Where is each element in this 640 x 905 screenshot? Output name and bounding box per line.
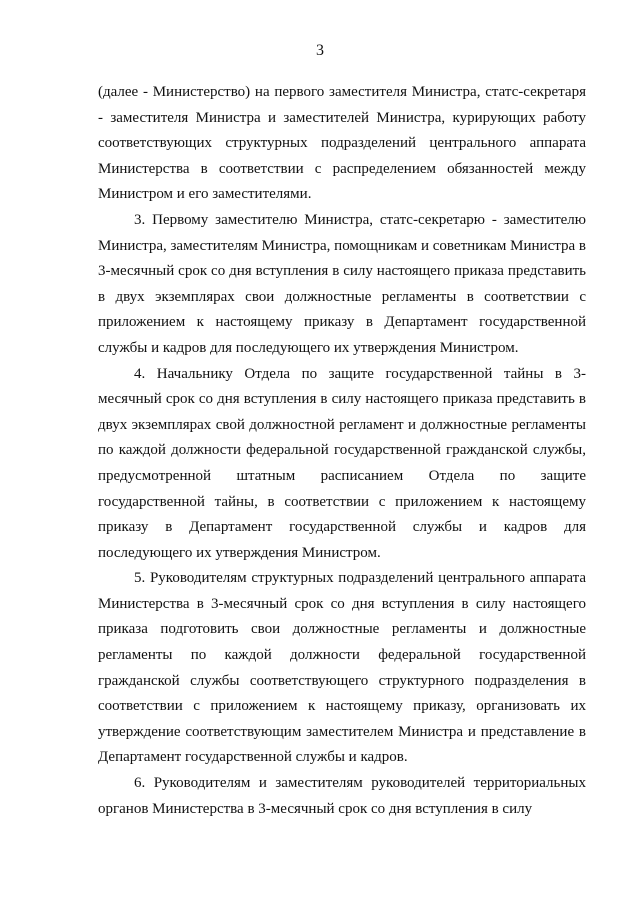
document-body: [98, 80, 586, 822]
paragraph-item-3: 3. Первому заместителю Министра, статс-секретарю - заместителю Министра, заместителям Министра, помощникам и советникам Министра в 3-месячный срок со дня вступления в силу настоящего приказа представить в двух экземплярах свои должностные регламенты в соответствии с приложением к настоящему приказу в Департамент государственной службы и кадров для последующего их утверждения Министром.: [98, 211, 586, 356]
page-number: 3: [316, 42, 324, 59]
paragraph-item-6: 6. Руководителям и заместителям руководителей территориальных органов Министерства в 3-месячный срок со дня вступления в силу: [98, 775, 586, 817]
paragraph-item-4: 4. Начальнику Отдела по защите государственной тайны в 3-месячный срок со дня вступления в силу настоящего приказа представить в двух экземплярах свой должностной регламент и должностные регламенты по каждой должности федеральной государственной гражданской службы, предусмотренной штатным расписанием Отдела по защите государственной тайны, в соответствии с приложением к настоящему приказу в Департамент государственной службы и кадров для последующего их утверждения Министром.: [98, 365, 586, 561]
paragraph-item-5: 5. Руководителям структурных подразделений центрального аппарата Министерства в 3-месячный срок со дня вступления в силу настоящего приказа подготовить свои должностные регламенты и должностные регламенты по каждой должности федеральной государственной гражданской службы соответствующего структурного подразделения в соответствии с приложением к настоящему приказу, организовать их утверждение соответствующим заместителем Министра и представление в Департамент государственной службы и кадров.: [98, 570, 586, 766]
paragraph-continuation: (далее - Министерство) на первого заместителя Министра, статс-секретаря - заместителя Министра и заместителей Министра, курирующих работу соответствующих структурных подразделений центрального аппарата Министерства в соответствии с распределением обязанностей между Министром и его заместителями.: [98, 84, 586, 203]
